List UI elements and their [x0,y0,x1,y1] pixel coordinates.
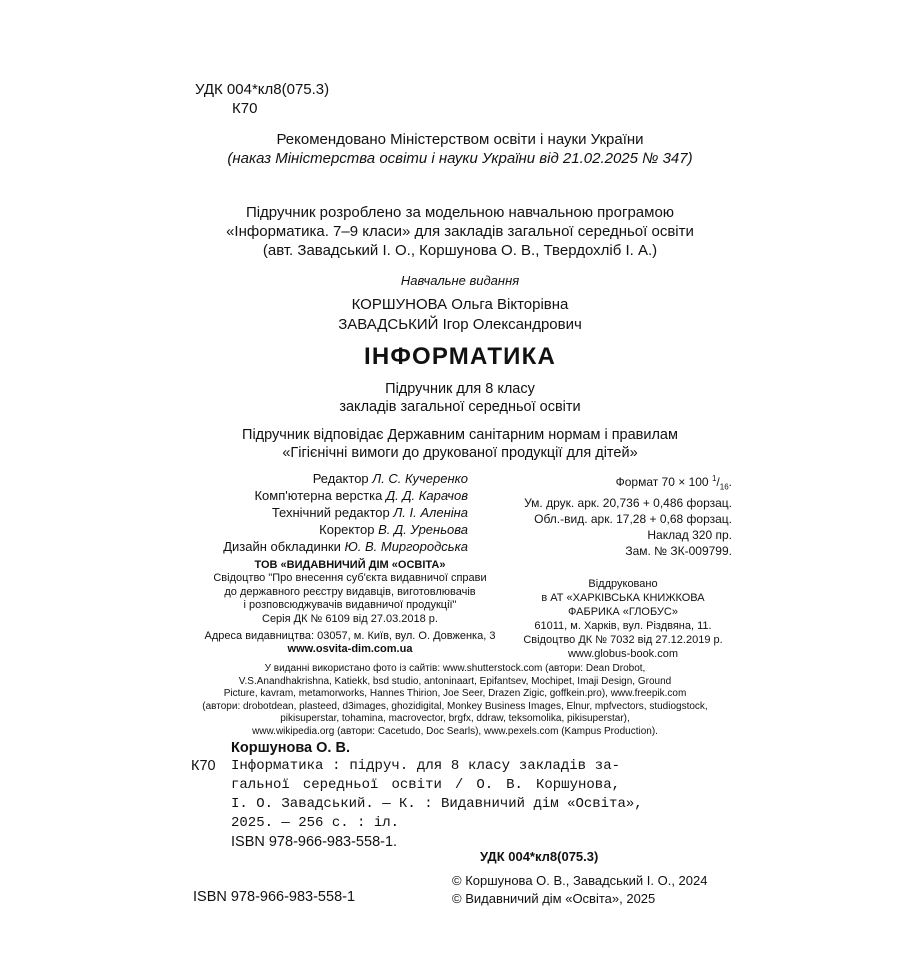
udk-code: УДК 004*кл8(075.3) [195,81,330,98]
credit-layout [160,487,468,504]
recommendation-line1: Рекомендовано Міністерством освіти і науки України [276,131,644,148]
format-publish-sheets: Обл.-вид. арк. 17,28 + 0,68 форзац. [534,512,732,527]
catalog-author: Коршунова О. В. [231,740,350,756]
printer-block [508,577,738,661]
catalog-line-2: гальної середньої освіти / О. В. Коршунова, [231,777,620,793]
photo-credits-line: V.S.Anandhakrishna, Katiekk, bsd studio, antoninaart, Epifantsev, Mochipet, Imaji Design, Ground [238,675,672,687]
catalog-line-3: І. О. Завадський. — К. : Видавничий дім «Освіта», [231,796,643,812]
credit-proofreader [160,521,468,538]
photo-credits-line: pikisuperstar, tohamina, macrovector, brgfx, ddraw, teksomolika, pikisuperstar), [280,713,630,724]
author-mark: К70 [232,100,258,117]
credit-person: В. Д. Уреньова [378,522,468,537]
photo-credits-line: У виданні використано фото із сайтів: www.shutterstock.com (автори: Dean Drobot, [264,663,646,674]
publisher-block [200,559,500,657]
book-title: ІНФОРМАТИКА [363,343,557,370]
sanitary-line2: «Гігієнічні вимоги до друкованої продукції для дітей» [282,445,638,461]
credit-person: Л. І. Аленіна [393,505,468,520]
format-print-sheets: Ум. друк. арк. 20,736 + 0,486 форзац. [524,496,732,511]
printer-cert: Свідоцтво ДК № 7032 від 27.12.2019 р. [523,634,723,646]
credit-role: Комп'ютерна верстка [254,488,383,503]
udk-bottom: УДК 004*кл8(075.3) [480,849,599,864]
photo-credits-line: (автори: drobotdean, plasteed, d3images, ghozidigital, Monkey Business Images, Elnur, mpfvectors, studiogstock, [202,700,708,712]
subtitle-line2: закладів загальної середньої освіти [339,399,581,415]
author-1-surname: КОРШУНОВА [351,296,448,313]
publisher-cert-1: Свідоцтво "Про внесення суб'єкта видавничої справи [213,572,487,585]
credit-person: Ю. В. Миргородська [344,539,468,554]
copyright-block [452,872,707,908]
catalog-line-4: 2025. — 256 с. : іл. [231,815,400,831]
credit-cover-design [160,538,468,555]
publisher-cert-2: до державного реєстру видавців, виготовлювачів [224,585,476,598]
catalog-line-1: Інформатика : підруч. для 8 класу закладів за- [231,758,620,774]
program-line2: «Інформатика. 7–9 класи» для закладів загальної середньої освіти [226,223,694,240]
credit-role: Технічний редактор [271,505,390,520]
program-line3: (авт. Завадський І. О., Коршунова О. В., Твердохліб І. А.) [262,242,658,259]
subtitle-line1: Підручник для 8 класу [385,381,535,397]
photo-credits-line: Picture, kavram, metamorworks, Hannes Thirion, Joe Seer, Drazen Zigic, goffkein.pro), www.freepik.com [223,688,687,699]
credit-role: Коректор [319,522,375,537]
credit-role: Дизайн обкладинки [223,539,341,554]
credit-tech-editor [160,504,468,521]
printer-name-1: в АТ «ХАРКІВСЬКА КНИЖКОВА [541,592,705,604]
printer-name-2: ФАБРИКА «ГЛОБУС» [568,606,678,618]
credit-person: Л. С. Кучеренко [372,471,468,486]
author-2 [0,316,900,333]
printer-website[interactable]: www.globus-book.com [567,648,679,660]
catalog-code: К70 [191,758,216,774]
copyright-publisher: © Видавничий дім «Освіта», 2025 [452,891,656,906]
photo-credits [185,663,725,738]
publisher-website[interactable]: www.osvita-dim.com.ua [287,643,413,656]
catalog-isbn: ISBN 978-966-983-558-1. [231,834,398,850]
author-2-name: Ігор Олександрович [442,316,582,333]
publisher-address: Адреса видавництва: 03057, м. Київ, вул. О. Довженка, 3 [204,630,496,643]
format-order: Зам. № ЗК-009799. [625,544,732,559]
printer-label: Віддруковано [588,578,658,590]
author-2-surname: ЗАВАДСЬКИЙ [338,316,439,333]
author-1 [0,296,900,313]
sanitary-line1: Підручник відповідає Державним санітарним нормам і правилам [242,427,678,443]
program-line1: Підручник розроблено за модельною навчальною програмою [245,204,675,221]
publisher-name: ТОВ «ВИДАВНИЧИЙ ДІМ «ОСВІТА» [254,559,446,571]
author-1-name: Ольга Вікторівна [451,296,569,313]
credit-role: Редактор [312,471,369,486]
publisher-cert-4: Серія ДК № 6109 від 27.03.2018 р. [262,612,438,625]
format-run: Наклад 320 пр. [647,528,732,543]
recommendation-order: (наказ Міністерства освіти і науки України від 21.02.2025 № 347) [227,150,693,167]
copyright-authors: © Коршунова О. В., Завадський І. О., 2024 [452,873,708,888]
publisher-cert-3: і розповсюджувачів видавничої продукції" [243,599,457,612]
photo-credits-line: www.wikipedia.org (автори: Cacetudo, Doc Searls), www.pexels.com (Kampus Production). [252,725,658,737]
isbn-bottom: ISBN 978-966-983-558-1 [193,889,356,905]
format-size: Формат 70 × 100 $^1/_{16}$. [615,474,732,492]
credit-person: Д. Д. Карачов [386,488,468,503]
format-block [497,471,732,559]
printer-address: 61011, м. Харків, вул. Різдвяна, 11. [534,620,712,632]
edition-type: Навчальне видання [400,273,520,288]
credit-editor [160,470,468,487]
credits-block [160,470,468,555]
